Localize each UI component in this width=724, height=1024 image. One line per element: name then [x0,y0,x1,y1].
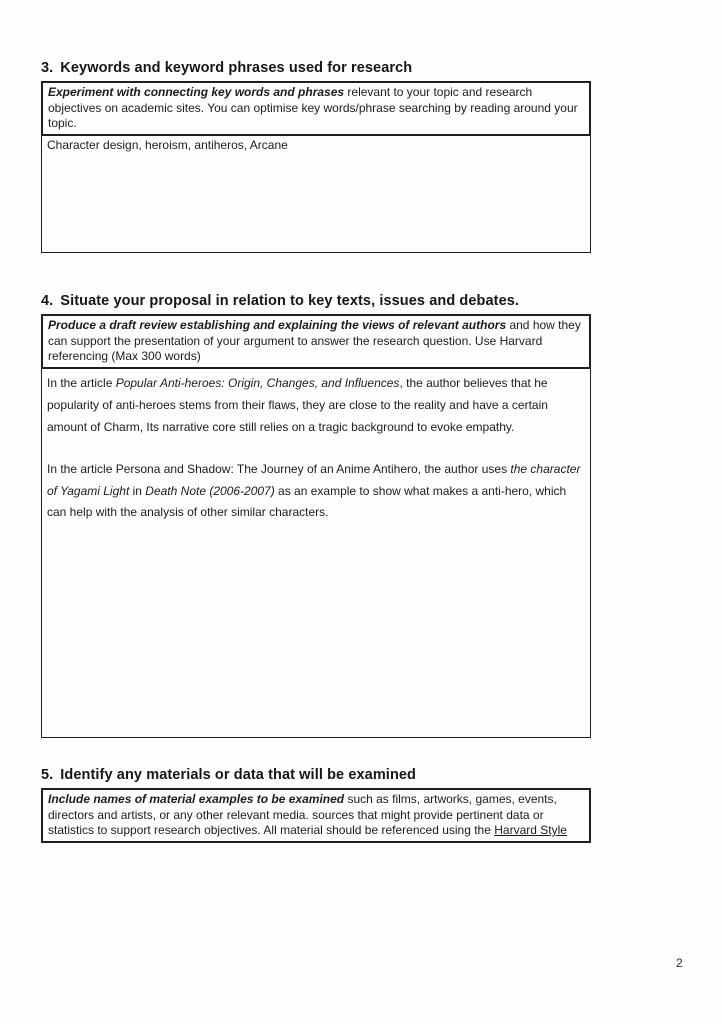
page-number: 2 [676,956,683,970]
instruction-text: relevant to your topic and research objectives on academic sites. You can optimise key words/phrase searching by reading around your topic. [48,85,578,131]
section-materials-number: 5. [41,767,54,783]
literature-review-answer-field[interactable] [41,369,591,738]
keywords-answer-field[interactable] [41,136,591,253]
section-situate-number: 4. [41,293,54,309]
section-materials-heading [41,767,591,784]
work-title-italic: Death Note (2006-2007) [145,483,275,498]
section-situate-title: Situate your proposal in relation to key texts, issues and debates. [60,293,520,309]
article-title-italic: Popular Anti-heroes: Origin, Changes, and Influences [115,376,400,391]
instruction-emphasis: Experiment with connecting key words and phrases [48,85,345,100]
section-keywords-number: 3. [41,60,54,76]
section-keywords-heading [41,60,591,77]
instruction-text: such as films, artworks, games, events, directors and artists, or any other relevant media. sources that might provide pertinent data or statistics to support research objectives. All material should be referenced using the [48,792,557,838]
paragraph-segment: as an example to show what makes a anti-hero, which can help with the analysis of other similar characters. [47,483,567,520]
harvard-style-link[interactable]: Harvard Style [494,823,567,838]
section-materials [41,767,591,843]
section-situate-heading [41,293,591,310]
section-situate-proposal [41,293,591,738]
paragraph-segment: In the article [47,376,116,391]
section-keywords-instruction [41,81,591,136]
section-materials-title: Identify any materials or data that will be examined [60,767,417,783]
paragraph-segment: in [129,483,146,498]
keywords-answer-text: Character design, heroism, antiheros, Arcane [47,138,288,153]
section-keywords-title: Keywords and keyword phrases used for research [60,60,413,76]
review-paragraph-2 [47,459,585,524]
section-keywords [41,60,591,253]
section-materials-instruction [41,788,591,843]
instruction-emphasis: Include names of material examples to be examined [48,792,345,807]
instruction-text: and how they can support the presentation of your argument to answer the research question. Use Harvard referencing (Max 300 words) [48,318,581,364]
instruction-emphasis: Produce a draft review establishing and explaining the views of relevant authors [48,318,507,333]
paragraph-segment: In the article Persona and Shadow: The Journey of an Anime Antihero, the author uses [47,462,511,477]
section-situate-instruction [41,314,591,369]
paragraph-segment: , the author believes that he popularity of anti-heroes stems from their flaws, they are close to the reality and have a certain amount of Charm, Its narrative core still relies on a tragic background to evoke empathy. [47,376,548,434]
review-paragraph-1 [47,373,585,438]
character-reference-italic: the character of Yagami Light [47,462,581,498]
